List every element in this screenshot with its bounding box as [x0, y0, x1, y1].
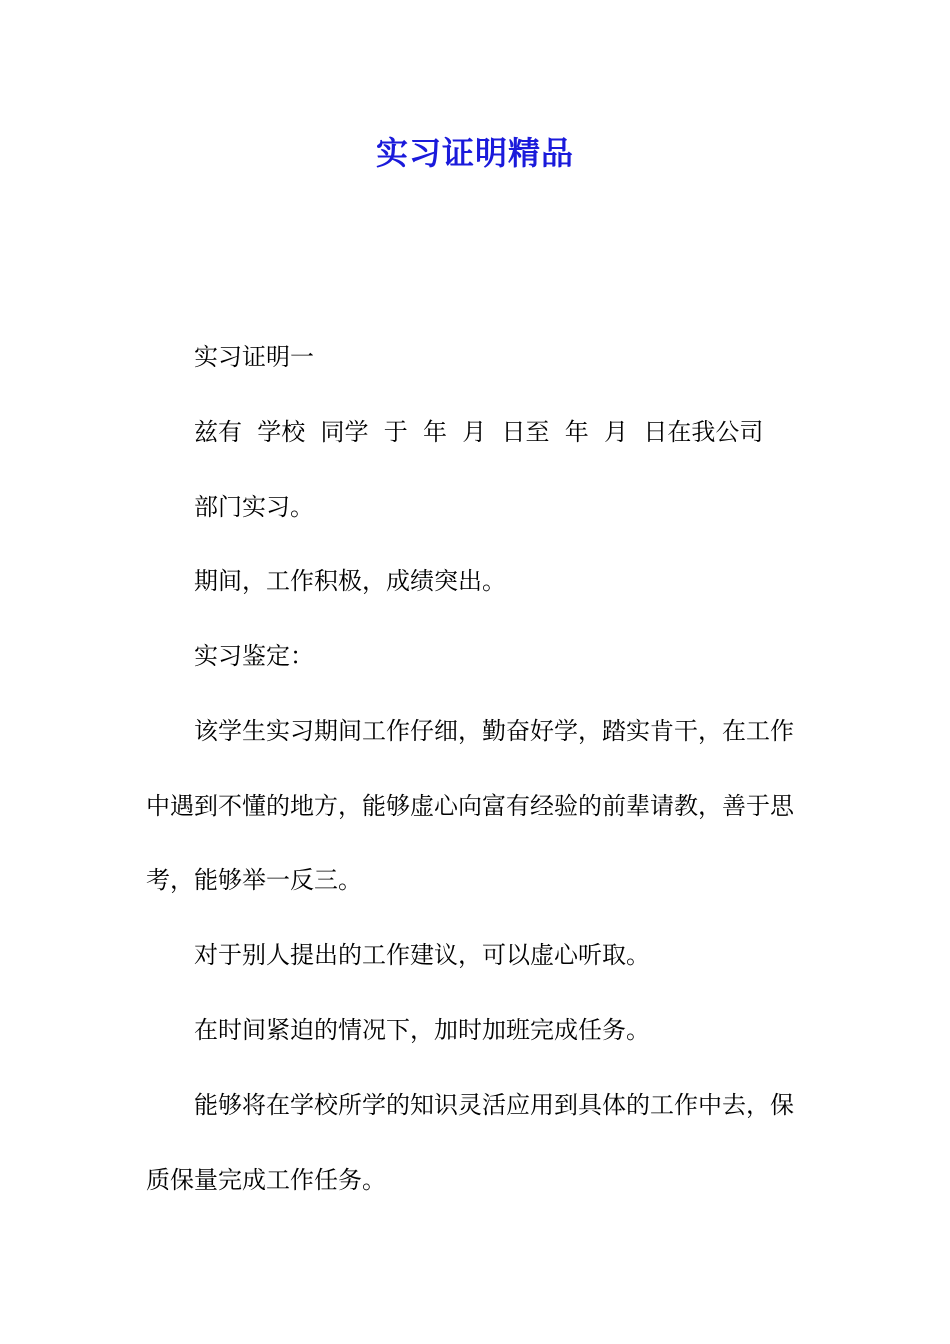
- body-line-1: 实习证明一: [194, 343, 314, 371]
- line-spacer: [146, 1049, 808, 1086]
- document-body: [146, 339, 808, 1199]
- line-spacer: [146, 1124, 808, 1161]
- body-line-11: 能够将在学校所学的知识灵活应用到具体的工作中去，保: [194, 1090, 794, 1119]
- document-title: 实习证明精品: [375, 134, 574, 172]
- body-line-5: 实习鉴定：: [194, 642, 314, 671]
- line-spacer: [146, 376, 808, 413]
- body-line-7: 中遇到不懂的地方，能够虚心向富有经验的前辈请教，善于思: [146, 791, 794, 820]
- line-spacer: [146, 750, 808, 787]
- body-line-8: 考，能够举一反三。: [146, 866, 362, 895]
- line-spacer: [146, 601, 808, 638]
- body-line-3: 部门实习。: [194, 492, 314, 521]
- line-spacer: [146, 526, 808, 563]
- line-spacer: [146, 975, 808, 1012]
- body-line-12: 质保量完成工作任务。: [146, 1165, 386, 1194]
- body-line-10: 在时间紧迫的情况下，加时加班完成任务。: [194, 1016, 650, 1045]
- body-line-6: 该学生实习期间工作仔细，勤奋好学，踏实肯干，在工作: [194, 716, 794, 745]
- body-line-9: 对于别人提出的工作建议，可以虚心听取。: [194, 941, 650, 970]
- line-spacer: [146, 676, 808, 713]
- line-spacer: [146, 900, 808, 937]
- body-line-2: 兹有 学校 同学 于 年 月 日至 年 月 日在我公司: [194, 417, 764, 446]
- body-line-4: 期间，工作积极，成绩突出。: [194, 567, 506, 596]
- line-spacer: [146, 451, 808, 488]
- line-spacer: [146, 825, 808, 862]
